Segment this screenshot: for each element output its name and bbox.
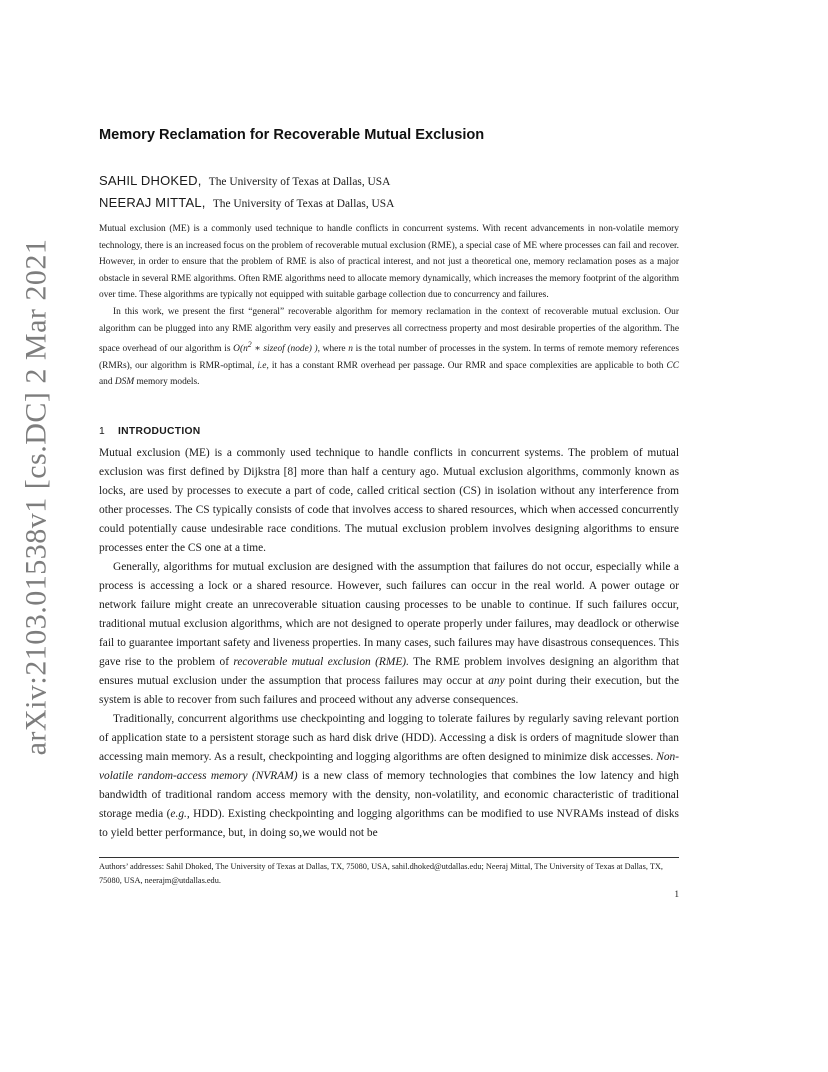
- body-paragraph: Traditionally, concurrent algorithms use checkpointing and logging to tolerate failures by regularly saving relevant portion of application state to a persistent storage such as hard disk drive (HDD). Accessing a disk is orders of magnitude slower than accessing main memory. As a result, checkpointing and logging algorithms are often designed to minimize disk accesses. Non-volatile random-access memory (NVRAM) is a new class of memory technologies that combines the low latency and high bandwidth of traditional random access memory with the density, non-volatility, and economic characteristic of traditional storage media (e.g., HDD). Existing checkpointing and logging algorithms can be modified to use NVRAMs instead of disks to yield better performance, but, in doing so,we would not be: [99, 713, 679, 839]
- author-1: [99, 172, 679, 191]
- arxiv-identifier: arXiv:2103.01538v1 [cs.DC] 2 Mar 2021: [19, 238, 52, 756]
- abstract-paragraph: In this work, we present the first “general” recoverable algorithm for memory reclamation in the context of recoverable mutual exclusion. Our algorithm can be plugged into any RME algorithm very easily and preserves all correctness property and most desirable properties of the algorithm. The space overhead of our algorithm is $O(n^2$ ∗ sizeof (node) ), where n is the total number of processes in the system. In terms of remote memory references (RMRs), our algorithm is RMR-optimal, i.e, it has a constant RMR overhead per passage. Our RMR and space complexities are applicable to both CC and DSM memory models.: [99, 306, 680, 388]
- section-title: INTRODUCTION: [118, 426, 201, 437]
- author-name: NEERAJ MITTAL,: [99, 195, 206, 210]
- abstract: [99, 221, 679, 391]
- author-name: SAHIL DHOKED,: [99, 173, 202, 188]
- author-addresses-footnote: Authors’ addresses: Sahil Dhoked, The University of Texas at Dallas, TX, 75080, USA, sahil.dhoked@utdallas.edu; Neeraj Mittal, The University of Texas at Dallas, TX, 75080, USA, neerajm@utdallas.edu.: [99, 862, 663, 885]
- author-2: [99, 194, 679, 213]
- arxiv-sidebar: [18, 238, 54, 756]
- footnote-divider: [99, 857, 679, 858]
- author-affiliation: The University of Texas at Dallas, USA: [208, 176, 391, 188]
- space-complexity-formula: $O(n^2$ ∗ sizeof (node) ): [233, 340, 318, 355]
- abstract-paragraph: Mutual exclusion (ME) is a commonly used technique to handle conflicts in concurrent systems. With recent advancements in non-volatile memory technology, there is an increased focus on the problem of recoverable mutual exclusion (RME), a special case of ME where processes can fail and recover. However, in order to ensure that the problem of RME is also of practical interest, and not just a theoretical one, memory reclamation poses as a major obstacle in several RME algorithms. Often RME algorithms need to allocate memory dynamically, which increases the memory footprint of the algorithm over time. These algorithms are typically not equipped with suitable garbage collection due to concurrency and failures.: [99, 224, 679, 301]
- body-paragraph: Mutual exclusion (ME) is a commonly used technique to handle conflicts in concurrent systems. The problem of mutual exclusion was first defined by Dijkstra [8] more than half a century ago. Mutual exclusion algorithms, commonly known as locks, are used by processes to execute a part of code, called critical section (CS) in isolation without any interference from other processes. The CS typically consists of code that involves access to shared resources, which when accessed concurrently could potentially cause undesirable race conditions. The mutual exclusion problem involves designing algorithms to ensure processes enter the CS one at a time.: [99, 447, 679, 554]
- author-affiliation: The University of Texas at Dallas, USA: [212, 198, 395, 210]
- paper-title: Memory Reclamation for Recoverable Mutual Exclusion: [99, 127, 485, 143]
- body-text: [99, 444, 679, 843]
- section-number: 1: [99, 426, 106, 437]
- body-paragraph: Generally, algorithms for mutual exclusion are designed with the assumption that failures do not occur, especially while a process is accessing a lock or a shared resource. However, such failures can occur in the real world. A power outage or network failure might create an unrecoverable situation causing processes to be unable to continue. If such failures occur, traditional mutual exclusion algorithms, which are not designed to operate properly under failures, may deadlock or otherwise fail to guarantee important safety and liveness properties. In many cases, such failures may have disastrous consequences. This gave rise to the problem of recoverable mutual exclusion (RME). The RME problem involves designing an algorithm that ensures mutual exclusion under the assumption that process failures may occur at any point during their execution, but the system is able to recover from such failures and proceed without any adverse consequences.: [99, 561, 679, 706]
- section-heading: [99, 423, 679, 441]
- page-number: 1: [674, 890, 679, 900]
